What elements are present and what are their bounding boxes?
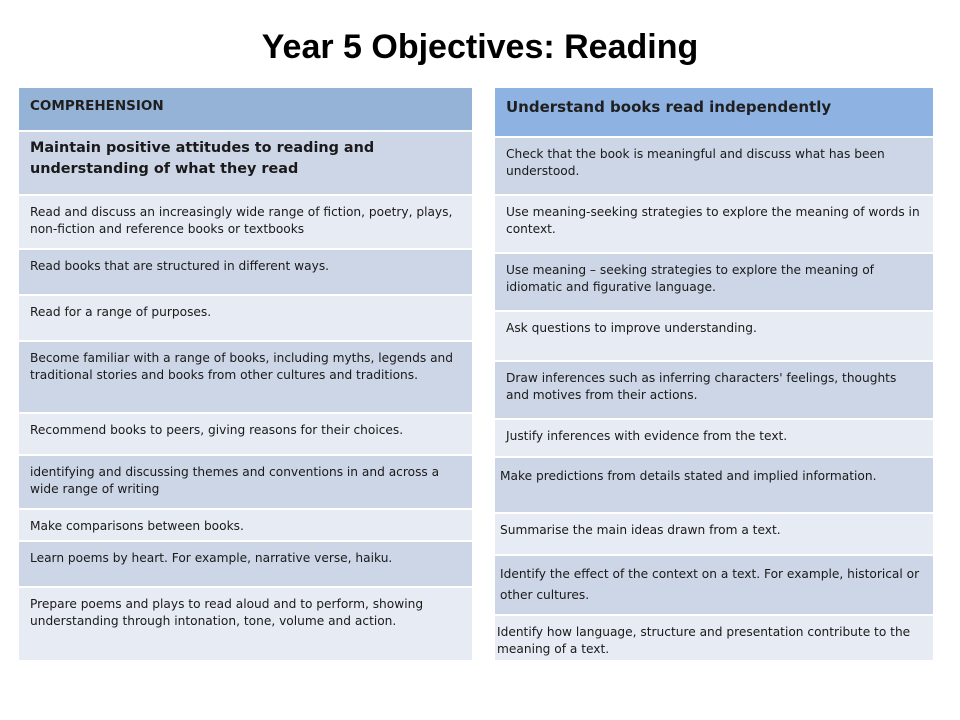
left-objective-row [19, 250, 472, 296]
left-objective-text: identifying and discussing themes and conventions in and across a wide range of writing [30, 465, 440, 496]
left-objective-text: Learn poems by heart. For example, narrative verse, haiku. [30, 551, 393, 565]
right-objective-text: Justify inferences with evidence from the text. [506, 429, 788, 443]
comprehension-header [19, 88, 472, 132]
right-objective-text: Draw inferences such as inferring characters' feelings, thoughts and motives from their actions. [506, 371, 897, 402]
comprehension-table [19, 88, 472, 662]
right-objective-row [495, 514, 933, 556]
comprehension-header-text: COMPREHENSION [30, 98, 164, 114]
right-objective-text: Check that the book is meaningful and discuss what has been understood. [506, 147, 885, 178]
left-objective-text: Become familiar with a range of books, including myths, legends and traditional stories and books from other cultures and traditions. [30, 351, 454, 382]
right-objective-row [495, 196, 933, 254]
left-objective-text: Read and discuss an increasingly wide range of fiction, poetry, plays, non-fiction and reference books or textbooks [30, 205, 453, 236]
right-objective-row [495, 420, 933, 458]
right-objective-row [495, 138, 933, 196]
right-objective-row [495, 362, 933, 420]
left-objective-text: Read books that are structured in different ways. [30, 259, 330, 273]
right-objective-text: Identify how language, structure and presentation contribute to the meaning of a text. [497, 625, 911, 656]
right-objective-text: Use meaning-seeking strategies to explore the meaning of words in context. [506, 205, 920, 236]
left-objective-row [19, 414, 472, 456]
left-objective-text: Make comparisons between books. [30, 519, 244, 533]
comprehension-subheader-text: Maintain positive attitudes to reading and understanding of what they read [30, 140, 375, 177]
right-objective-row [495, 312, 933, 362]
left-objective-text: Recommend books to peers, giving reasons for their choices. [30, 423, 404, 437]
independent-reading-header [495, 88, 933, 138]
right-objective-text: Ask questions to improve understanding. [506, 321, 757, 335]
left-objective-row [19, 296, 472, 342]
left-objective-row [19, 510, 472, 542]
right-objective-row [495, 458, 933, 514]
left-objective-text: Read for a range of purposes. [30, 305, 212, 319]
right-objective-text: Summarise the main ideas drawn from a text. [500, 523, 781, 537]
left-objective-row [19, 588, 472, 662]
left-objective-row [19, 196, 472, 250]
left-objective-row [19, 342, 472, 414]
page-title: Year 5 Objectives: Reading [261, 28, 699, 66]
comprehension-subheader [19, 132, 472, 196]
left-objective-row [19, 542, 472, 588]
left-objective-row [19, 456, 472, 510]
right-objective-row [495, 556, 933, 616]
left-objective-text: Prepare poems and plays to read aloud and to perform, showing understanding through intonation, tone, volume and action. [30, 597, 424, 628]
right-objective-text: Use meaning – seeking strategies to explore the meaning of idiomatic and figurative language. [506, 263, 874, 294]
right-objective-text: Make predictions from details stated and implied information. [500, 469, 877, 483]
independent-reading-header-text: Understand books read independently [506, 98, 832, 116]
independent-reading-table [495, 88, 933, 662]
right-objective-text: Identify the effect of the context on a text. For example, historical or other cultures. [500, 567, 920, 602]
right-objective-row [495, 254, 933, 312]
right-objective-row [495, 616, 933, 662]
